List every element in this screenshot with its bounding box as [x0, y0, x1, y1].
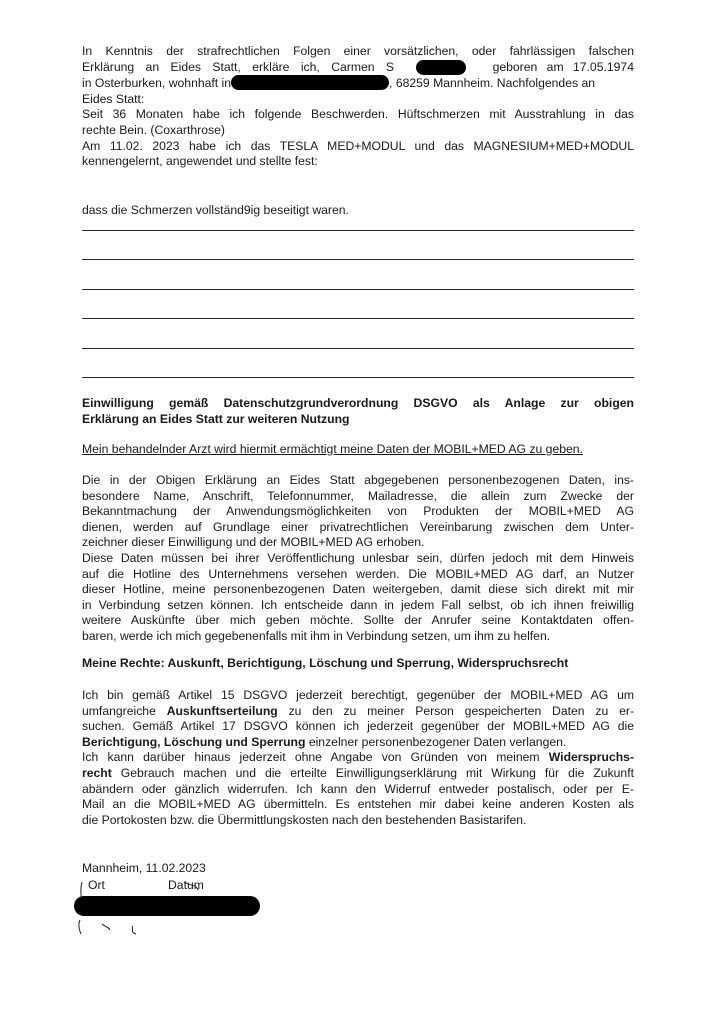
rights-line-5-bold: Widerspruchs-	[548, 750, 634, 765]
declaration-city-text: , 68259 Mannheim. Nachfolgendes an	[389, 76, 596, 91]
complaint-line-2: rechte Bein. (Coxarthrose)	[82, 122, 225, 137]
rights-line-1: Ich bin gemäß Artikel 15 DSGVO jederzeit berechtigt, gegenüber der MOBIL+MED AG um	[82, 688, 634, 702]
rights-line-2	[82, 704, 634, 720]
consent-heading-line-2: Erklärung an Eides Statt zur weiteren Nutzung	[82, 411, 350, 426]
declaration-line-1: In Kenntnis der strafrechtlichen Folgen einer vorsätzlichen, oder fahrlässigen falschen	[82, 44, 634, 58]
rights-line-3: suchen. Gemäß Artikel 17 DSGVO können ich jederzeit gegenüber der MOBIL+MED AG die	[82, 719, 634, 734]
consent-heading-line-1: Einwilligung gemäß Datenschutzgrundverordnung DSGVO als Anlage zur obigen	[82, 396, 634, 410]
consent-p1-line-2: besondere Name, Anschrift, Telefonnummer, Mailadresse, die allein zum Zwecke der	[82, 488, 634, 503]
rights-line-9: die Portokosten bzw. die Übermittlungskosten nach den bestehenden Basistarifen.	[82, 812, 527, 827]
declaration-line-4: Eides Statt:	[82, 91, 145, 106]
rights-line-6-bold: recht	[82, 765, 112, 780]
doctor-authorization: Mein behandelnder Arzt wird hiermit ermächtigt meine Daten der MOBIL+MED AG zu geben.	[82, 442, 583, 456]
consent-p2-line-5: weitere Auskünfte über mich geben möchte. Sollte der Anrufer seine Kontaktdaten offen-	[82, 613, 634, 628]
declaration-birth-text: geboren am 17.05.1974	[492, 59, 634, 74]
rights-line-2-text-b: zu den zu meiner Person gespeicherten Daten zu er-	[277, 703, 635, 718]
fill-line-6	[82, 377, 634, 378]
declaration-section	[82, 44, 634, 170]
rights-line-6	[82, 766, 634, 782]
fill-line-1	[82, 230, 634, 231]
rights-heading: Meine Rechte: Auskunft, Berichtigung, Löschung und Sperrung, Widerspruchsrecht	[82, 656, 569, 670]
redacted-surname	[416, 60, 466, 75]
rights-line-6-text: Gebrauch machen und die erteilte Einwilligungserklärung mit Wirkung für die Zukunft	[111, 765, 634, 780]
rights-line-4	[82, 735, 634, 751]
declaration-line-2	[82, 60, 634, 76]
result-line: dass die Schmerzen vollständ9ig beseitigt waren.	[82, 203, 349, 217]
fill-line-4	[82, 318, 634, 319]
rights-line-4-text: einzelner personenbezogener Daten verlangen.	[305, 734, 567, 749]
consent-p2-line-3: dieser Hotline, meine personenbezogenen Daten weitergeben, damit diese sich direkt mit mir	[82, 582, 634, 597]
consent-p2-line-6: baren, werde ich mich gegebenenfalls mit ihm in Verbindung setzen, um ihm zu helfen.	[82, 628, 551, 643]
rights-line-5	[82, 750, 634, 766]
redacted-address	[231, 75, 389, 90]
consent-p1-line-3: Bekanntmachung der Anwendungsmöglichkeiten von Produkten der MOBIL+MED AG	[82, 504, 634, 519]
ort-label: Ort	[88, 878, 105, 892]
declaration-line-3	[82, 75, 634, 92]
consent-p1-line-5: zeichner dieser Einwilligung und der MOBIL+MED AG erhoben.	[82, 535, 425, 550]
consent-body	[82, 473, 634, 645]
rights-line-2-bold: Auskunftserteilung	[166, 703, 278, 718]
consent-heading	[82, 396, 634, 427]
rights-line-7: abändern oder gänzlich widerrufen. Ich kann den Widerruf entweder postalisch, oder per E-	[82, 781, 634, 796]
consent-p2-line-4: in Verbindung setzen können. Ich entscheide dann in jedem Fall selbst, ob ich ihnen freiwillig	[82, 597, 634, 612]
consent-p1-line-4: dienen, werden auf Grundlage einer privatrechtlichen Vereinbarung zwischen dem Unter-	[82, 519, 634, 534]
declaration-residence-text: in Osterburken, wohnhaft in	[82, 76, 232, 91]
consent-p1-line-1: Die in der Obigen Erklärung an Eides Statt abgegebenen personenbezogenen Daten, ins-	[82, 473, 634, 487]
usage-line-2: kennengelernt, angewendet und stellte fest:	[82, 154, 318, 169]
usage-line-1: Am 11.02. 2023 habe ich das TESLA MED+MODUL und das MAGNESIUM+MED+MODUL	[82, 138, 634, 153]
consent-p2-line-1: Diese Daten müssen bei ihrer Veröffentlichung unlesbar sein, dürfen jedoch mit dem Hinweis	[82, 550, 634, 565]
declaration-name-text: Erklärung an Eides Statt, erkläre ich, Carmen S	[82, 59, 395, 74]
place-date: Mannheim, 11.02.2023	[82, 861, 206, 875]
redacted-signature	[74, 896, 260, 916]
fill-line-5	[82, 348, 634, 349]
consent-p2-line-2: auf die Hotline des Unternehmens versehen werden. Die MOBIL+MED AG darf, an Nutzer	[82, 566, 634, 581]
rights-body	[82, 688, 634, 828]
rights-line-4-bold: Berichtigung, Löschung und Sperrung	[82, 734, 306, 749]
rights-line-8: Mail an die MOBIL+MED AG übermitteln. Es entstehen mir dabei keine anderen Kosten als	[82, 797, 634, 812]
complaint-line-1: Seit 36 Monaten habe ich folgende Beschwerden. Hüftschmerzen mit Ausstrahlung in das	[82, 107, 634, 122]
rights-line-5-text: Ich kann darüber hinaus jederzeit ohne Angabe von Gründen von meinem	[82, 750, 549, 765]
fill-line-2	[82, 259, 634, 260]
datum-label: Datum	[168, 878, 204, 892]
rights-line-2-text-a: umfangreiche	[82, 703, 167, 718]
fill-line-3	[82, 289, 634, 290]
